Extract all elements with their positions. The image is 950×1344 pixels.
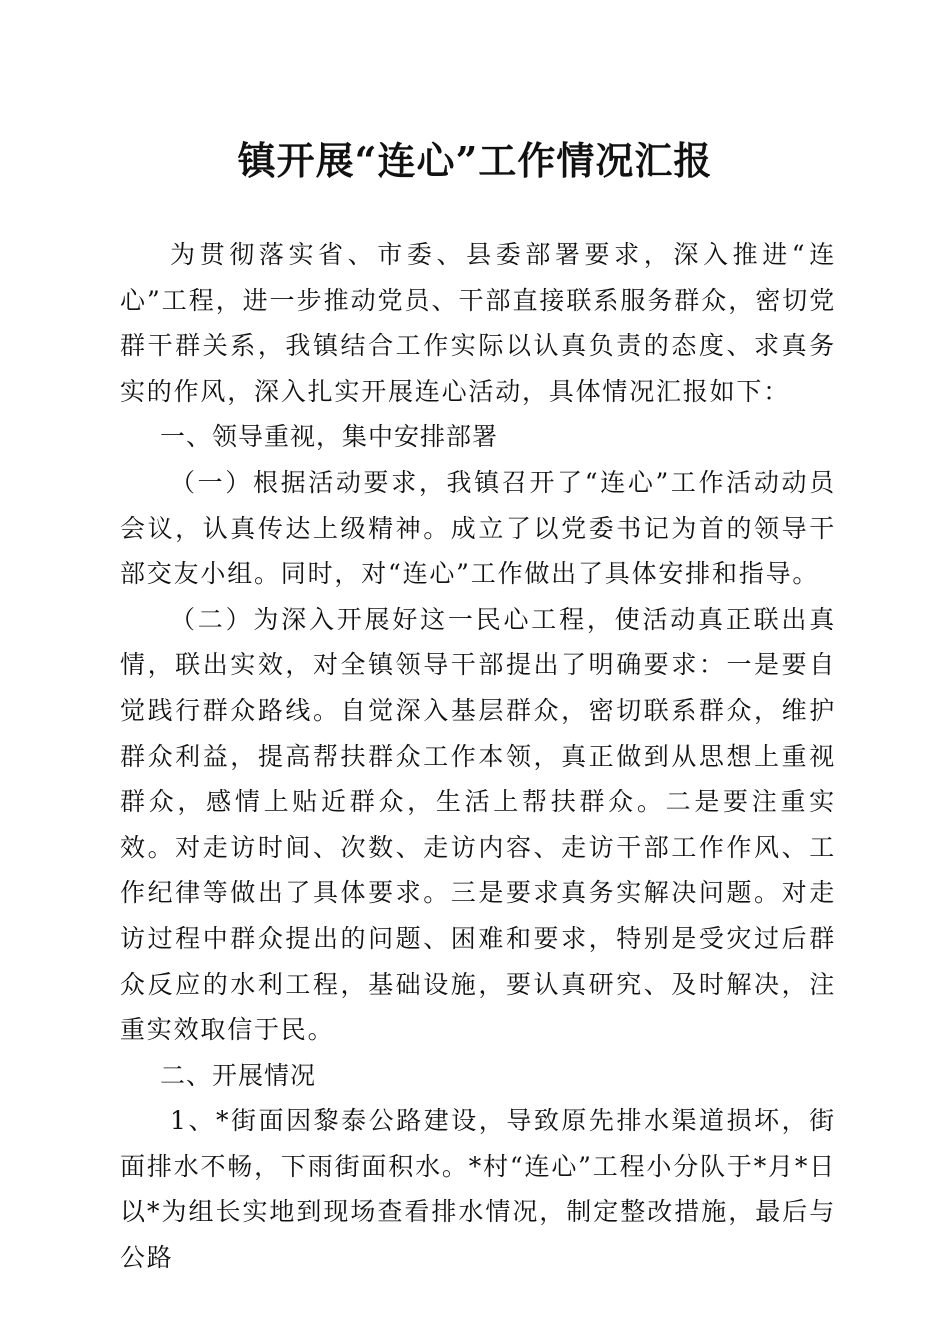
- intro-paragraph: 为贯彻落实省、市委、县委部署要求，深入推进“连心”工程，进一步推动党员、干部直接联系服务群众，密切党群干群关系，我镇结合工作实际以认真负责的态度、求真务实的作风，深入扎实开展连心活动，具体情况汇报如下：: [120, 240, 836, 406]
- section-2-heading: 二、开展情况: [160, 1060, 317, 1090]
- document-title: 镇开展“连心”工作情况汇报: [237, 138, 713, 183]
- section-1-heading: 一、领导重视，集中安排部署: [160, 422, 499, 452]
- document-body: [120, 232, 836, 1281]
- section-1-paragraph-1: （一）根据活动要求，我镇召开了“连心”工作活动动员会议，认真传达上级精神。成立了以党委书记为首的领导干部交友小组。同时，对“连心”工作做出了具体安排和指导。: [120, 467, 836, 589]
- section-2-paragraph-1: 1、*街面因黎泰公路建设，导致原先排水渠道损坏，街面排水不畅，下雨街面积水。*村“连心”工程小分队于*月*日以*为组长实地到现场查看排水情况，制定整改措施，最后与公路: [120, 1106, 836, 1273]
- section-1-paragraph-2: （二）为深入开展好这一民心工程，使活动真正联出真情，联出实效，对全镇领导干部提出了明确要求：一是要自觉践行群众路线。自觉深入基层群众，密切联系群众，维护群众利益，提高帮扶群众工作本领，真正做到从思想上重视群众，感情上贴近群众，生活上帮扶群众。二是要注重实效。对走访时间、次数、走访内容、走访干部工作作风、工作纪律等做出了具体要求。三是要求真务实解决问题。对走访过程中群众提出的问题、困难和要求，特别是受灾过后群众反应的水利工程，基础设施，要认真研究、及时解决，注重实效取信于民。: [120, 604, 836, 1045]
